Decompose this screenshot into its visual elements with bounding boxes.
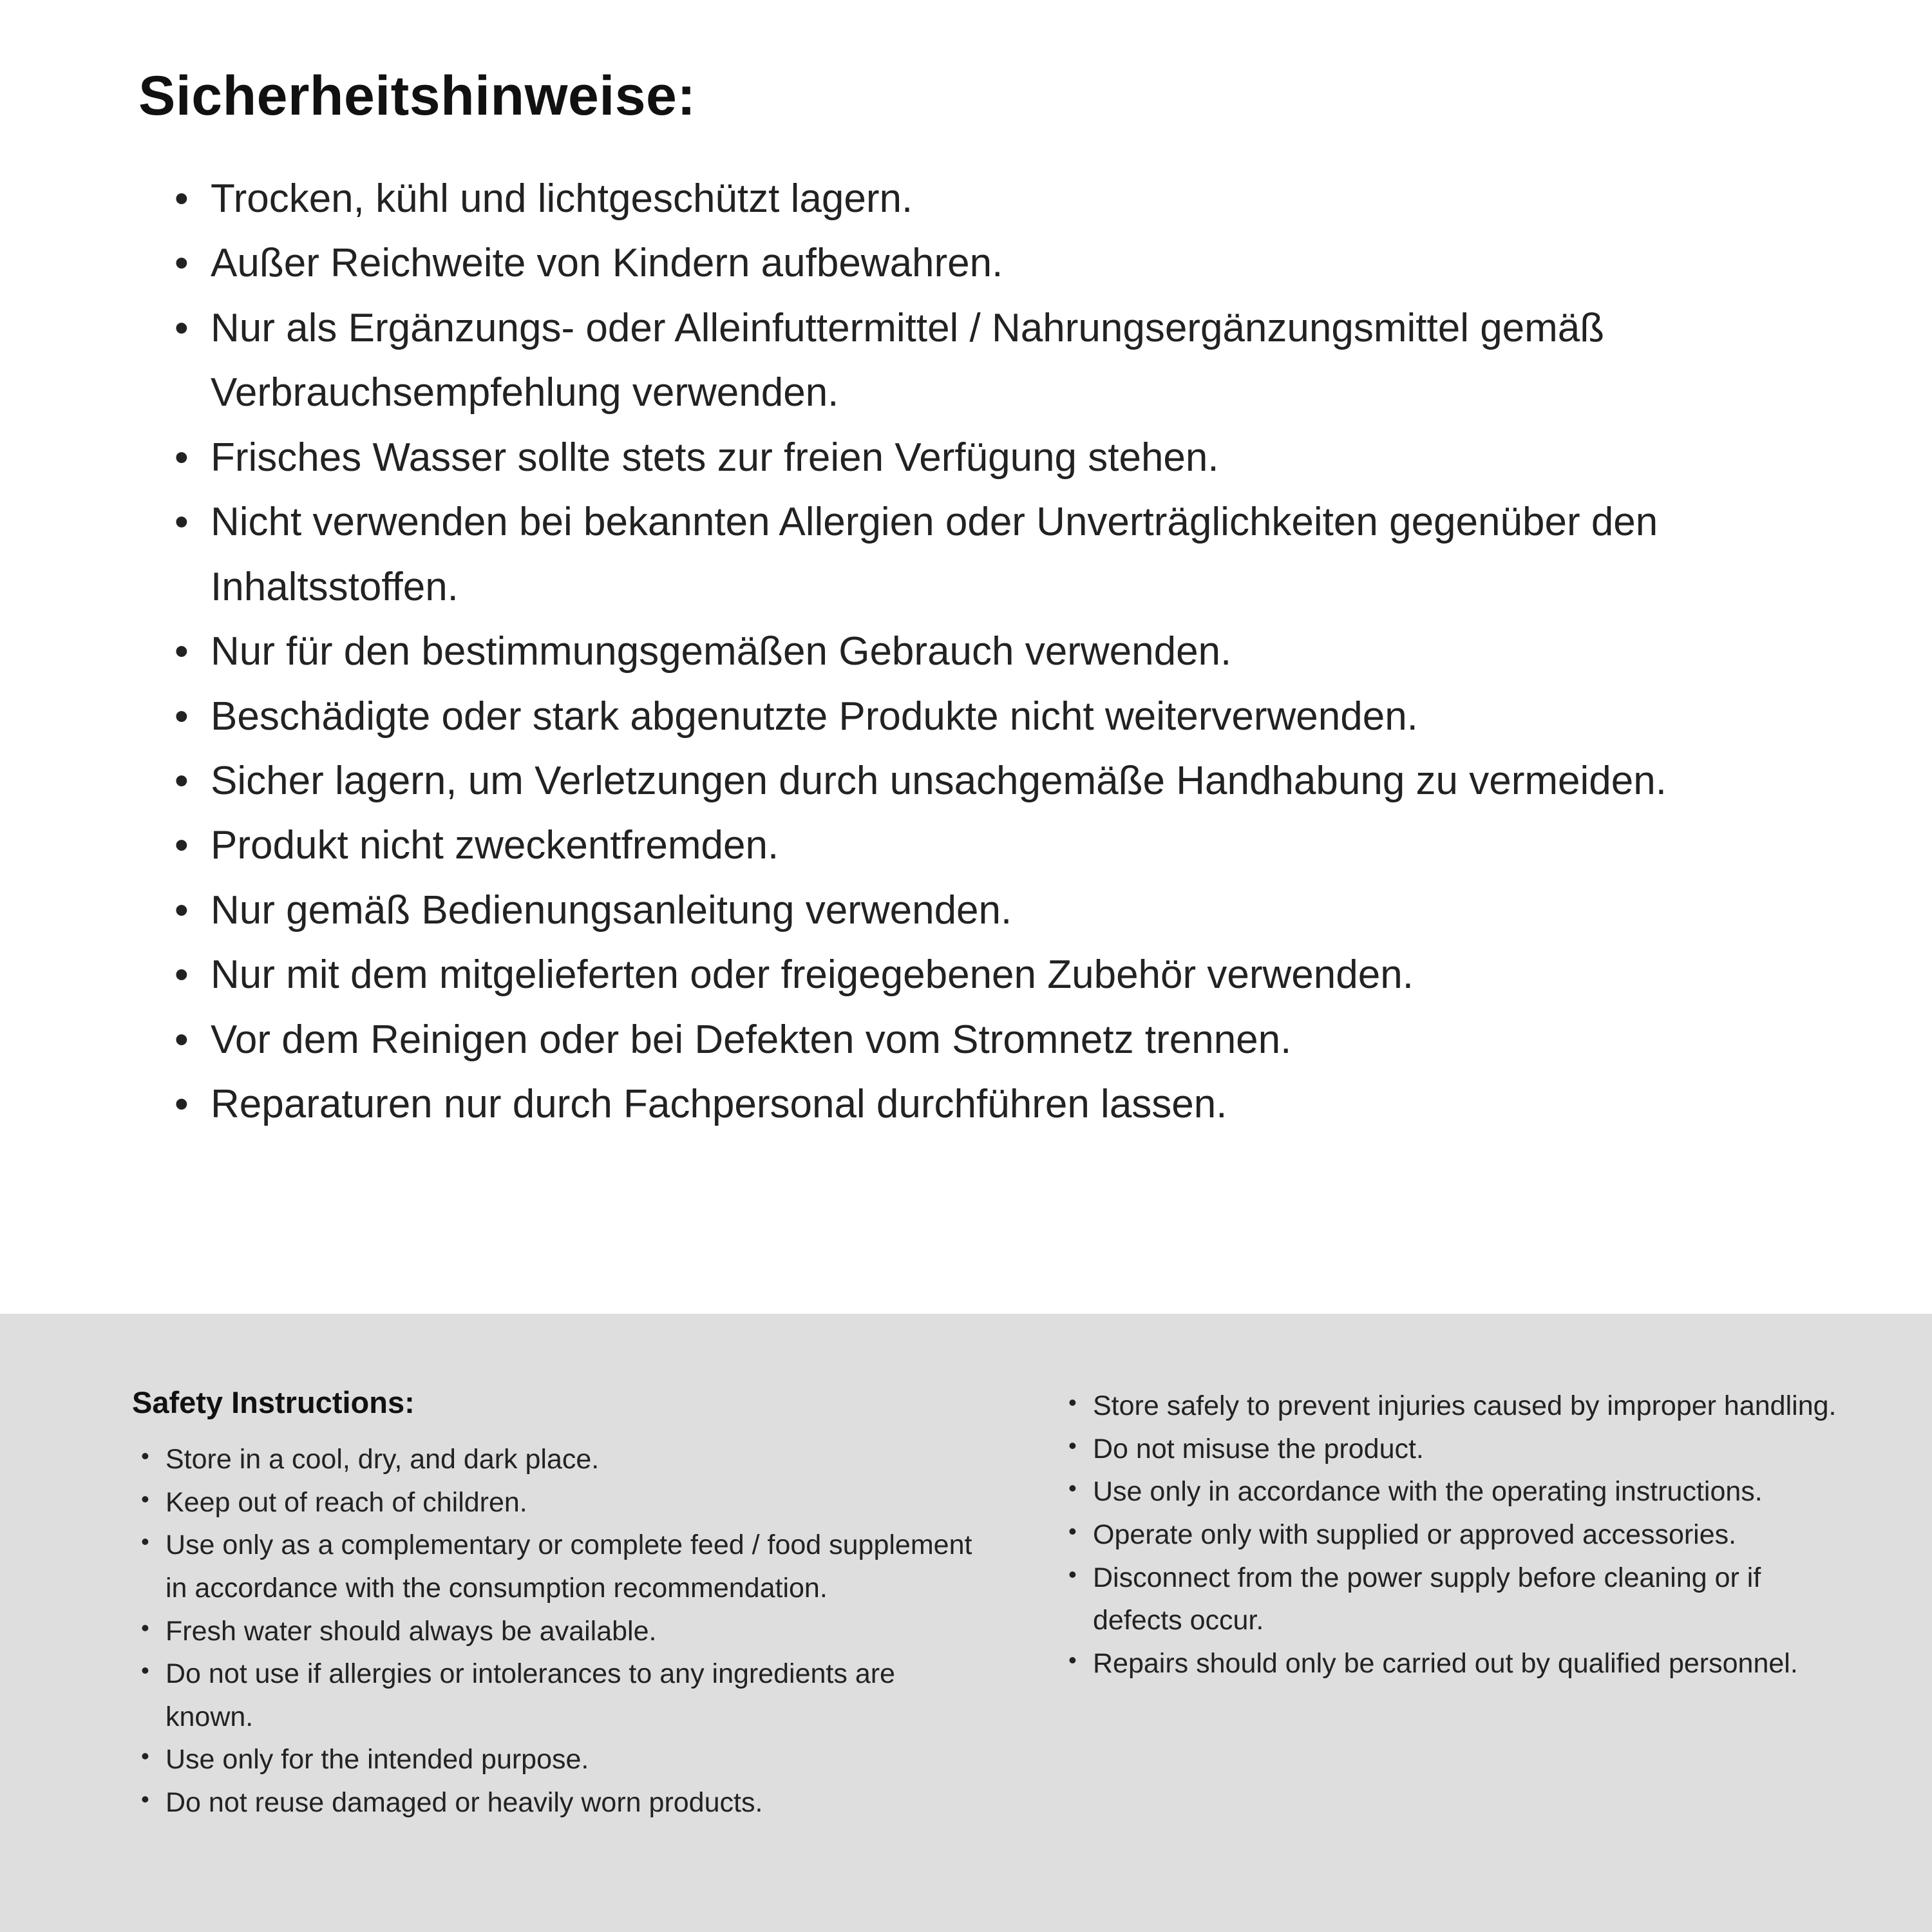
list-item: • Keep out of reach of children. [132,1481,989,1524]
list-item: • Use only in accordance with the operating instructions. [1059,1470,1848,1513]
list-item: • Fresh water should always be available. [132,1610,989,1653]
list-item: • Trocken, kühl und lichtgeschützt lagern. [138,167,1803,231]
list-item: • Nicht verwenden bei bekannten Allergien oder Unverträglichkeiten gegenüber den Inhaltsstoffen. [138,490,1803,620]
list-item: • Beschädigte oder stark abgenutzte Produkte nicht weiterverwenden. [138,685,1803,749]
list-item: • Disconnect from the power supply before cleaning or if defects occur. [1059,1557,1848,1642]
list-item: • Repairs should only be carried out by qualified personnel. [1059,1642,1848,1685]
list-item: • Store in a cool, dry, and dark place. [132,1438,989,1481]
list-item: • Do not misuse the product. [1059,1428,1848,1471]
list-item: • Sicher lagern, um Verletzungen durch unsachgemäße Handhabung zu vermeiden. [138,749,1803,813]
list-item: • Operate only with supplied or approved accessories. [1059,1513,1848,1557]
list-item: • Vor dem Reinigen oder bei Defekten vom Stromnetz trennen. [138,1008,1803,1072]
list-item: • Use only for the intended purpose. [132,1738,989,1781]
english-safety-list-left [132,1438,989,1824]
list-item: • Do not use if allergies or intolerances to any ingredients are known. [132,1653,989,1738]
english-right-column [1059,1385,1848,1685]
list-item: • Produkt nicht zweckentfremden. [138,813,1803,878]
english-left-column [132,1385,989,1824]
list-item: • Außer Reichweite von Kindern aufbewahren. [138,231,1803,296]
english-columns [132,1385,1848,1824]
list-item: • Nur gemäß Bedienungsanleitung verwenden. [138,878,1803,943]
list-item: • Use only as a complementary or complete feed / food supplement in accordance with the consumption recommendation. [132,1524,989,1609]
list-item: • Nur als Ergänzungs- oder Alleinfuttermittel / Nahrungsergänzungsmittel gemäß Verbrauchsempfehlung verwenden. [138,296,1803,426]
list-item: • Nur mit dem mitgelieferten oder freigegebenen Zubehör verwenden. [138,943,1803,1007]
german-section-title: Sicherheitshinweise: [138,65,696,127]
english-safety-list-right [1059,1385,1848,1685]
german-safety-list [138,167,1803,1137]
list-item: • Store safely to prevent injuries caused by improper handling. [1059,1385,1848,1428]
list-item: • Do not reuse damaged or heavily worn products. [132,1781,989,1824]
english-safety-section [0,1314,1932,1932]
list-item: • Nur für den bestimmungsgemäßen Gebrauch verwenden. [138,620,1803,684]
list-item: • Reparaturen nur durch Fachpersonal durchführen lassen. [138,1072,1803,1137]
english-section-title: Safety Instructions: [132,1385,415,1419]
list-item: • Frisches Wasser sollte stets zur freien Verfügung stehen. [138,426,1803,490]
